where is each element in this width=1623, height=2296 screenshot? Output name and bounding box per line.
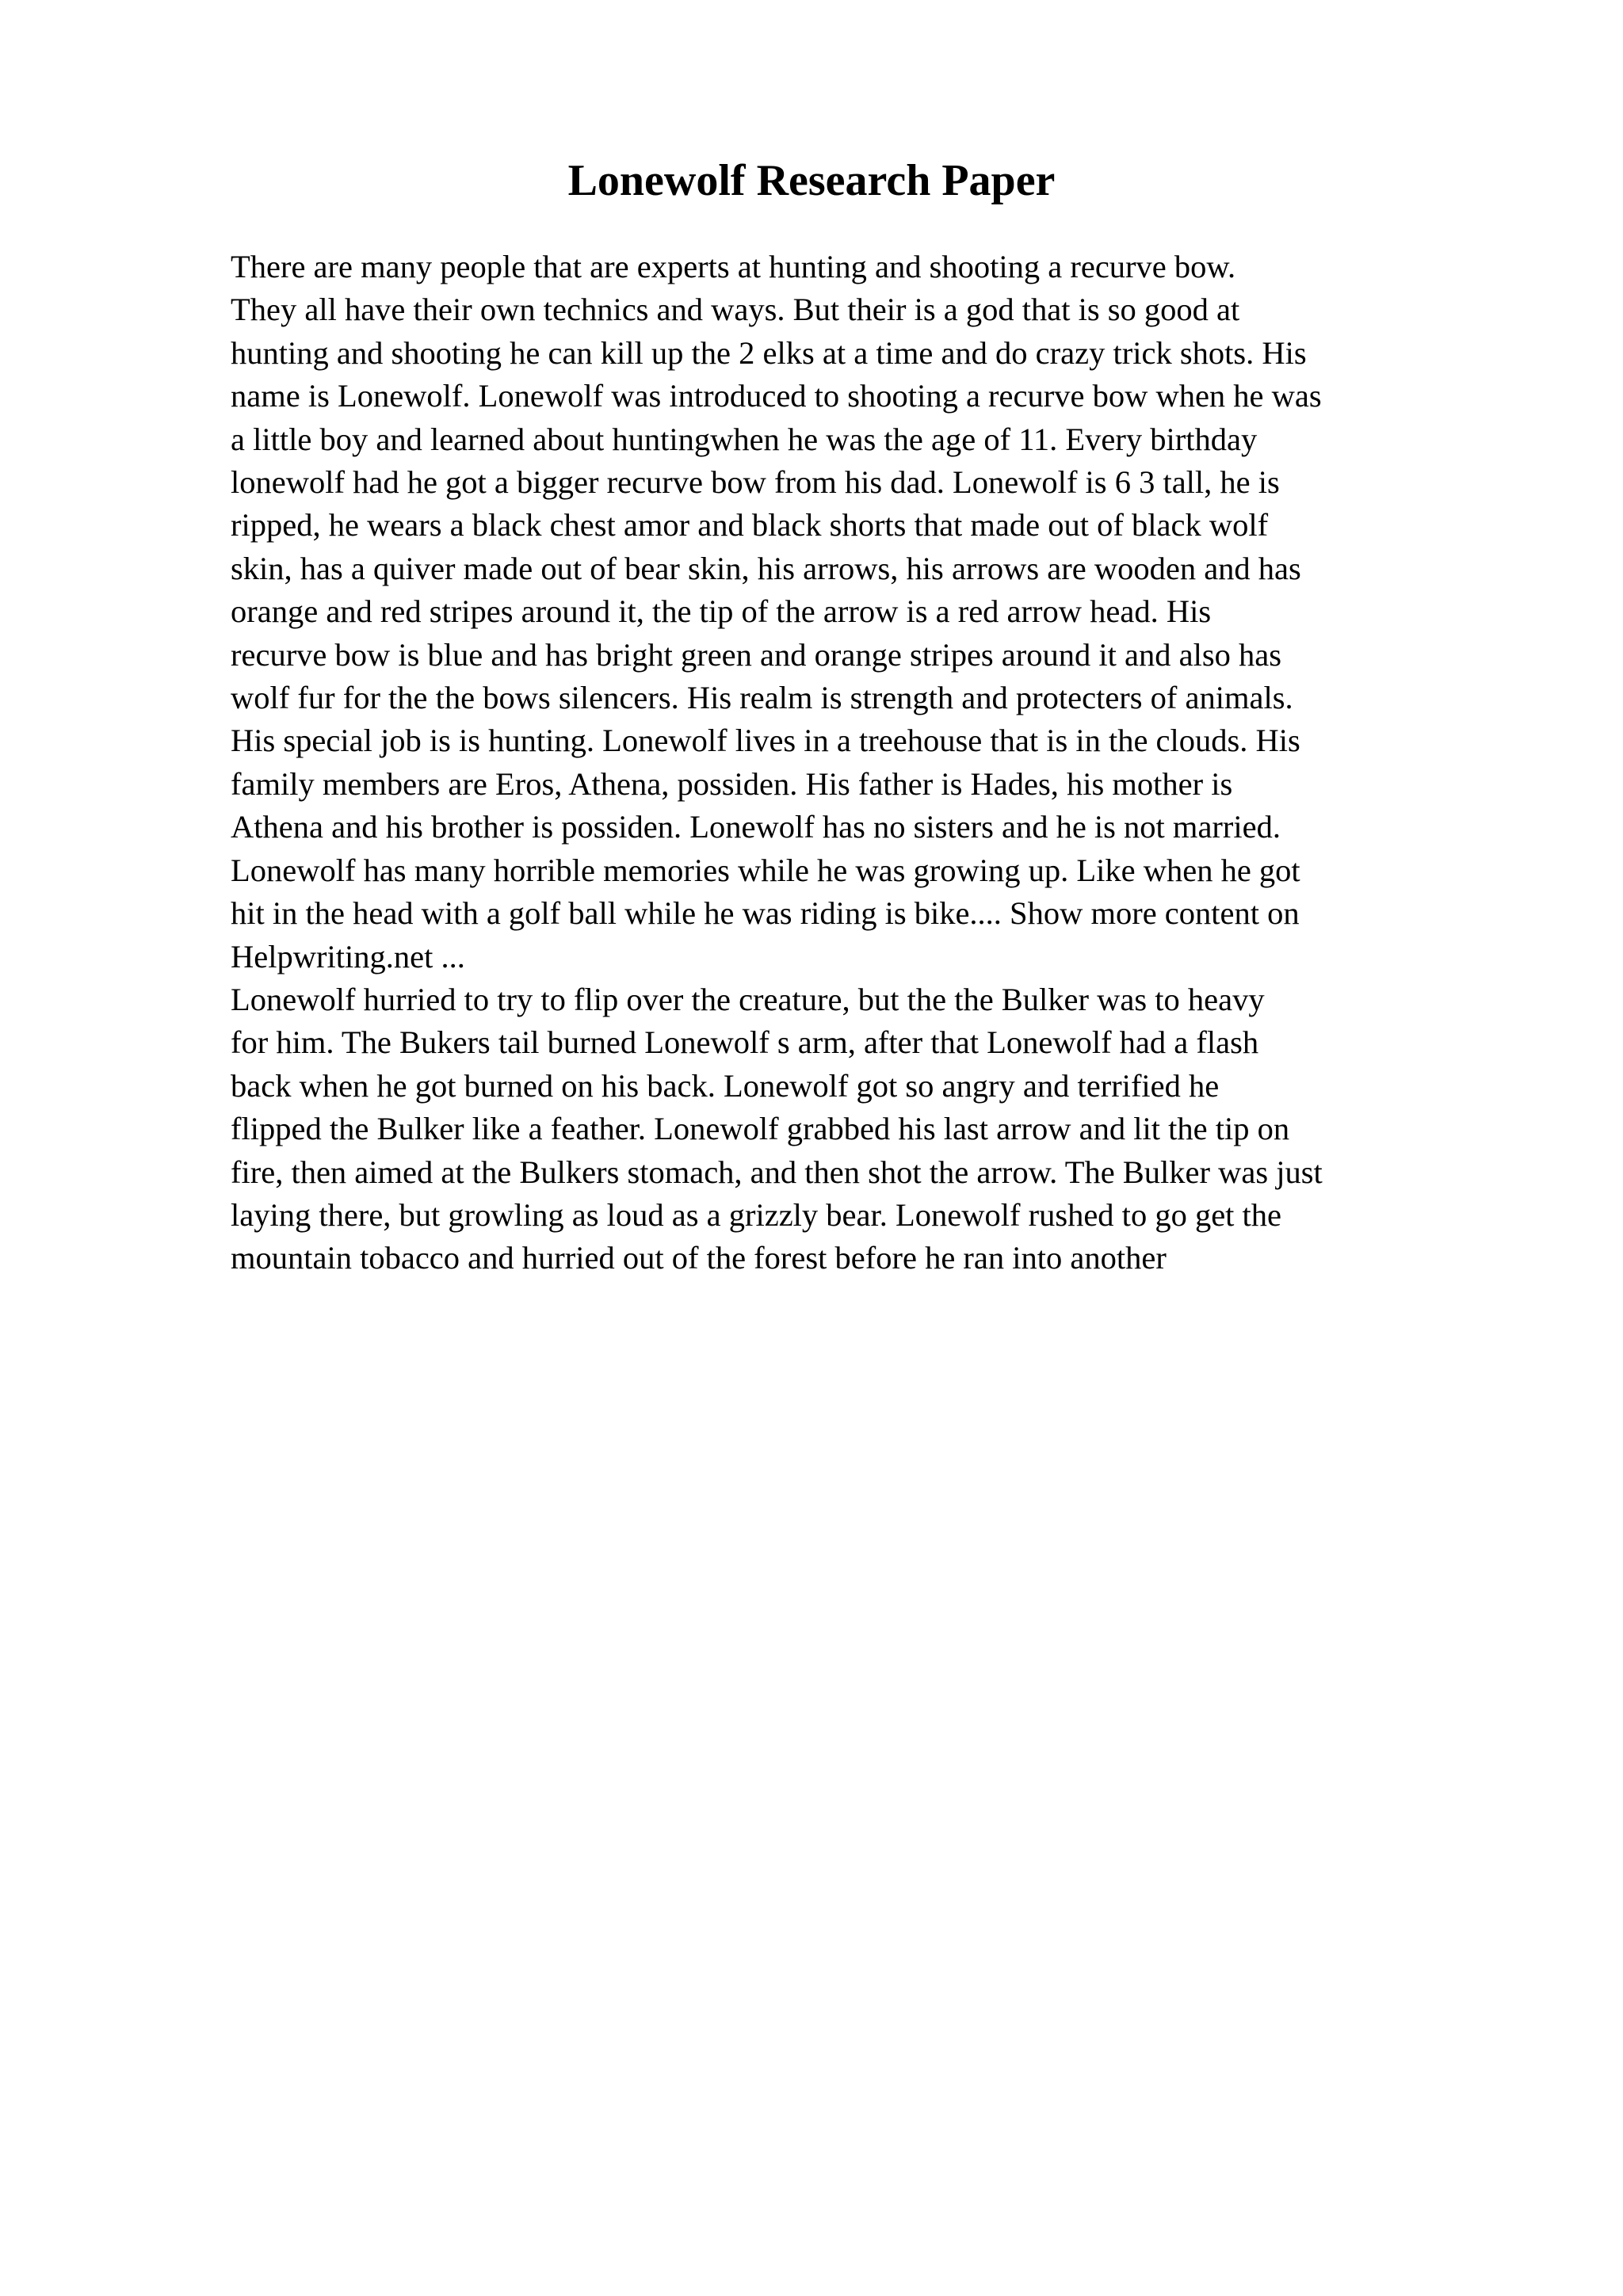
body-line: fire, then aimed at the Bulkers stomach, and then shot the arrow. The Bulker was just — [231, 1154, 1323, 1190]
body-line: laying there, but growling as loud as a grizzly bear. Lonewolf rushed to go get the — [231, 1196, 1282, 1233]
body-line: hit in the head with a golf ball while he was riding is bike.... Show more content on — [231, 895, 1300, 932]
body-line: mountain tobacco and hurried out of the forest before he ran into another — [231, 1240, 1167, 1276]
body-line: ripped, he wears a black chest amor and black shorts that made out of black wolf — [231, 507, 1269, 543]
body-line: orange and red stripes around it, the tip of the arrow is a red arrow head. His — [231, 593, 1212, 630]
body-line: wolf fur for the the bows silencers. His realm is strength and protecters of animals. — [231, 680, 1293, 716]
body-line: flipped the Bulker like a feather. Lonewolf grabbed his last arrow and lit the tip on — [231, 1111, 1290, 1147]
body-line: lonewolf had he got a bigger recurve bow from his dad. Lonewolf is 6 3 tall, he is — [231, 464, 1280, 501]
body-line: skin, has a quiver made out of bear skin, his arrows, his arrows are wooden and has — [231, 550, 1301, 586]
body-line: Helpwriting.net ... — [231, 938, 465, 974]
body-line: for him. The Bukers tail burned Lonewolf s arm, after that Lonewolf had a flash — [231, 1024, 1259, 1061]
body-line: hunting and shooting he can kill up the 2 elks at a time and do crazy trick shots. His — [231, 334, 1307, 371]
document-body — [231, 246, 1514, 1280]
body-line: They all have their own technics and ways. But their is a god that is so good at — [231, 292, 1240, 328]
body-line: recurve bow is blue and has bright green and orange stripes around it and also has — [231, 636, 1281, 673]
body-line: There are many people that are experts at hunting and shooting a recurve bow. — [231, 249, 1236, 284]
body-line: back when he got burned on his back. Lonewolf got so angry and terrified he — [231, 1067, 1220, 1104]
body-line: family members are Eros, Athena, possiden. His father is Hades, his mother is — [231, 765, 1233, 802]
body-line: Athena and his brother is possiden. Lonewolf has no sisters and he is not married. — [231, 809, 1281, 845]
body-line: name is Lonewolf. Lonewolf was introduced to shooting a recurve bow when he was — [231, 378, 1322, 414]
body-line: Lonewolf hurried to try to flip over the creature, but the the Bulker was to heavy — [231, 981, 1265, 1017]
document-title: Lonewolf Research Paper — [567, 156, 1056, 205]
body-line: Lonewolf has many horrible memories while he was growing up. Like when he got — [231, 852, 1300, 888]
body-line: a little boy and learned about huntingwhen he was the age of 11. Every birthday — [231, 421, 1258, 457]
body-line: His special job is is hunting. Lonewolf lives in a treehouse that is in the clouds. His — [231, 723, 1300, 759]
